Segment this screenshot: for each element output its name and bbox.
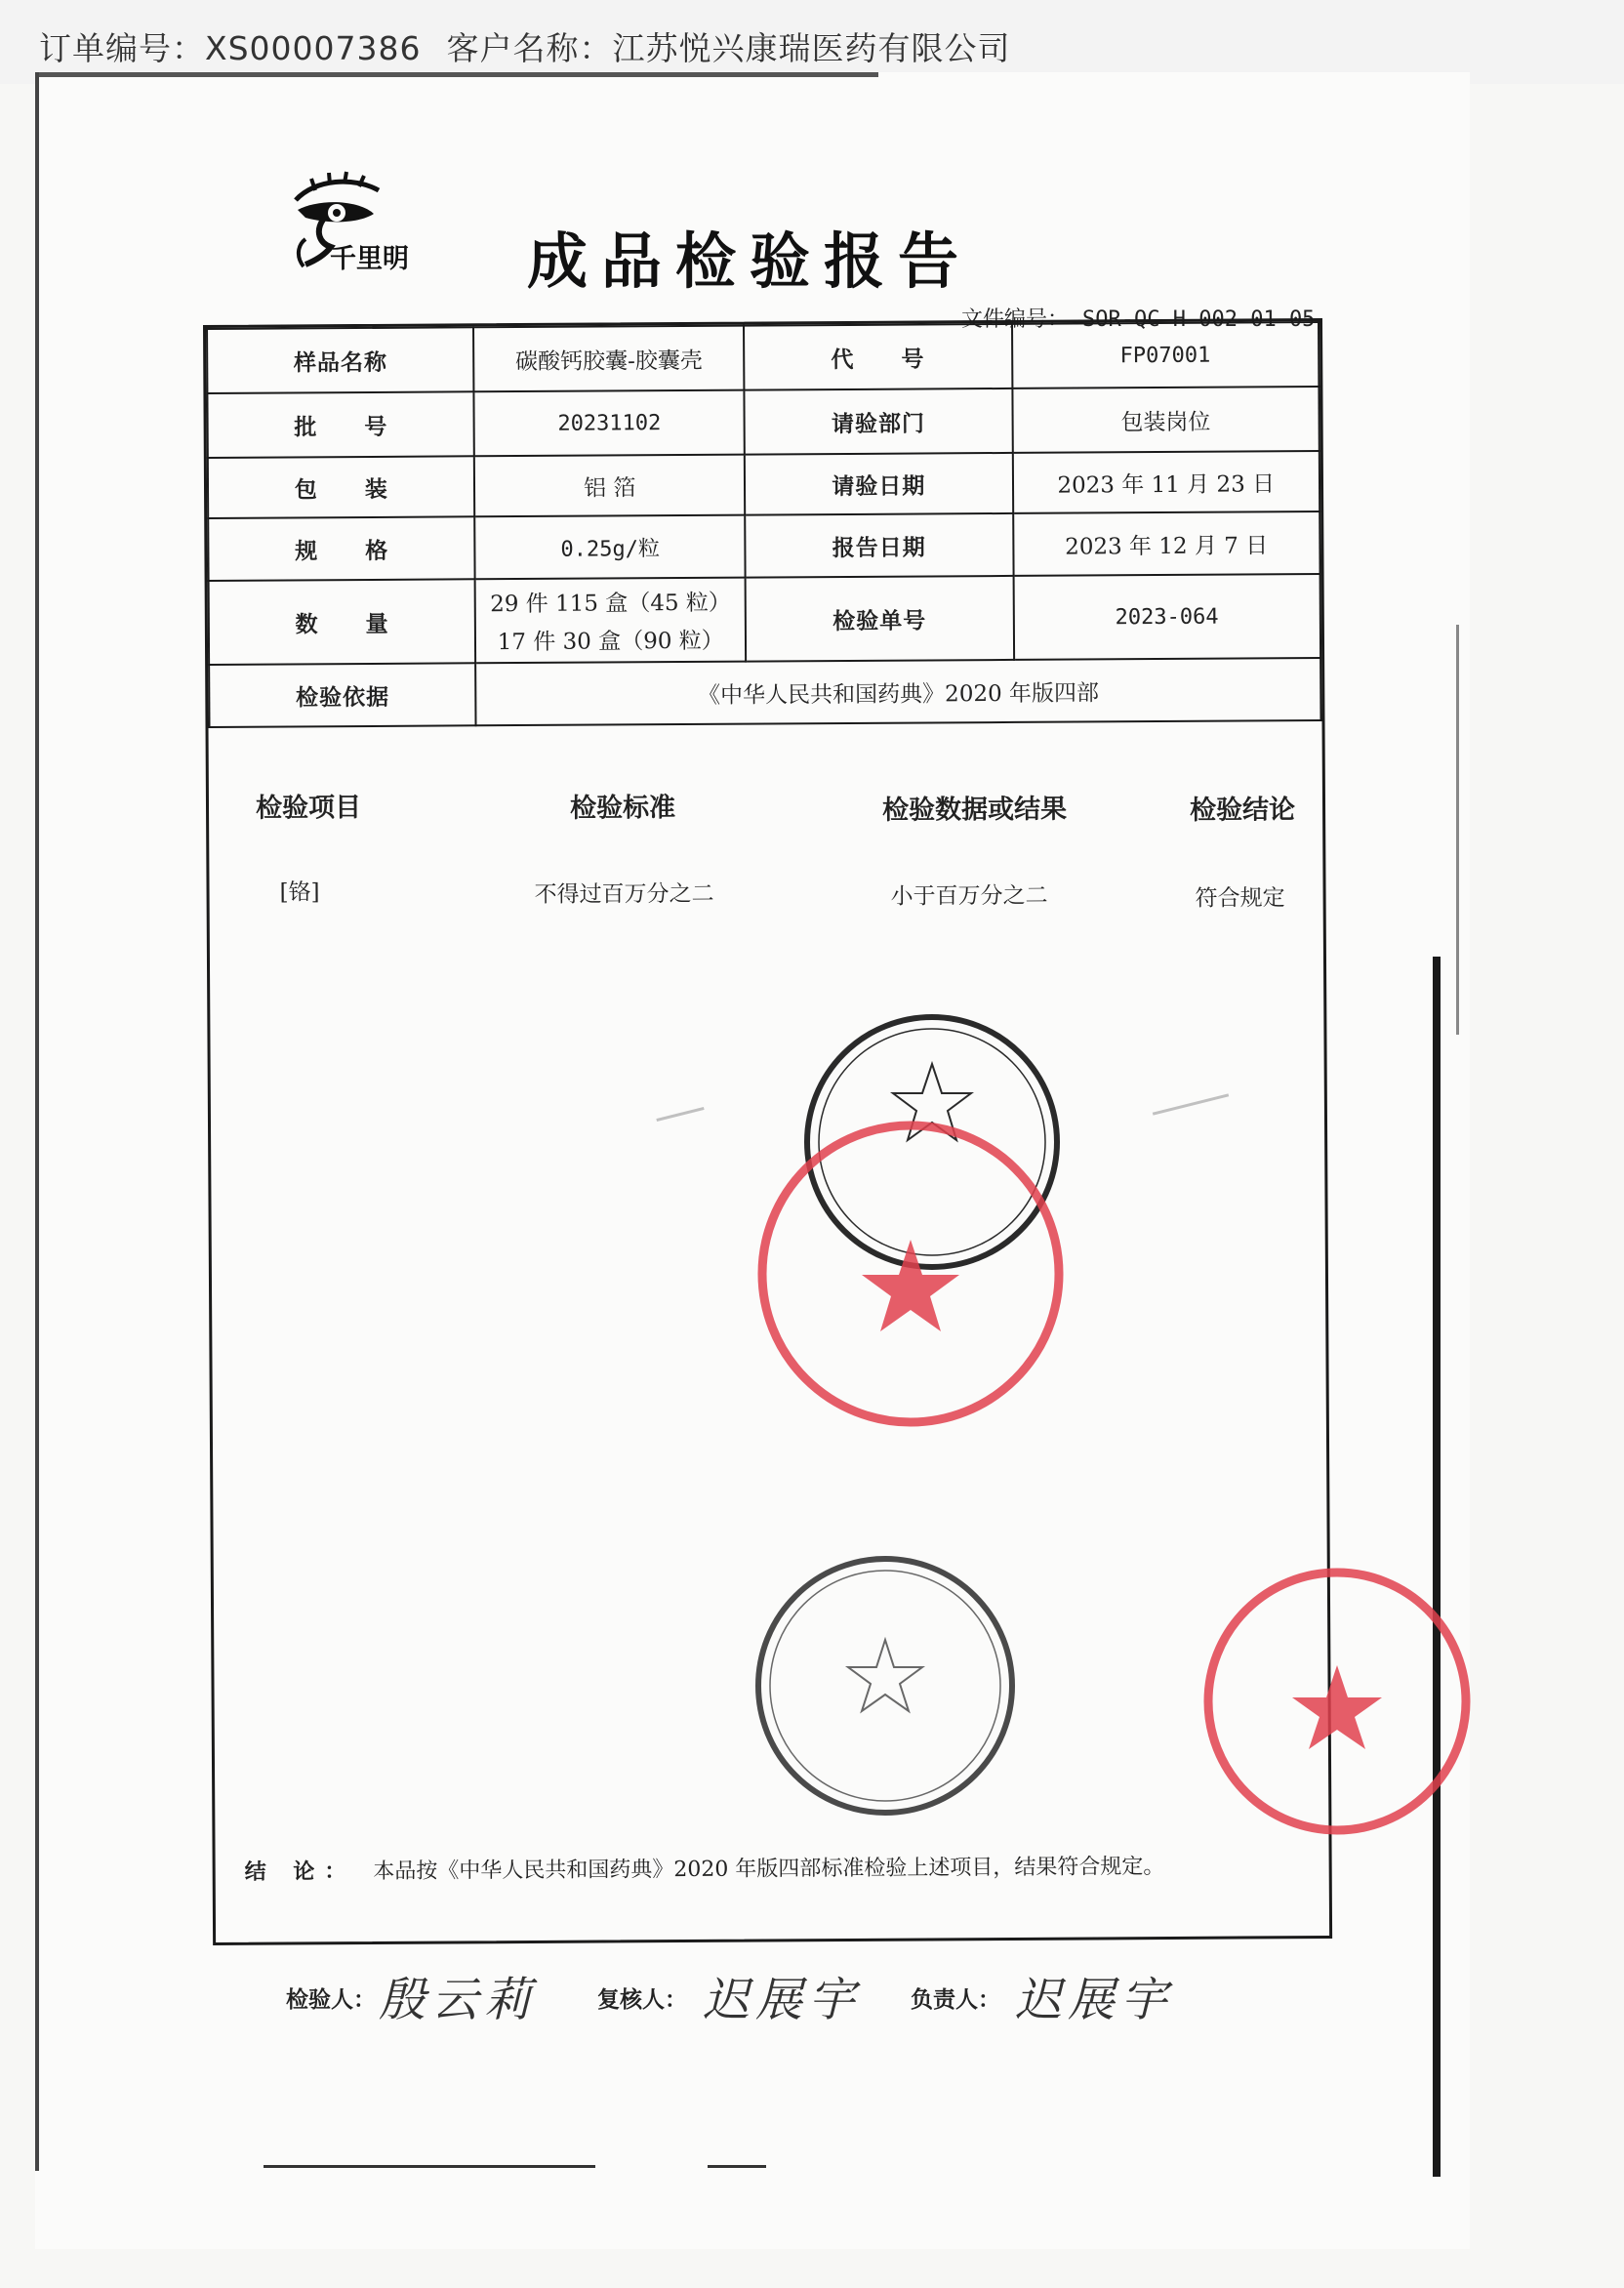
col-header-result: 检验数据或结果: [881, 794, 1068, 826]
col-header-item: 检验项目: [255, 793, 362, 824]
code-value: FP07001: [1012, 322, 1320, 388]
table-row: [208, 511, 1320, 581]
col-header-standard: 检验标准: [569, 793, 676, 824]
customer-name: 江苏悦兴康瑞医药有限公司: [612, 29, 1011, 67]
scan-edge-bottom: [264, 2165, 595, 2168]
sample-name-label: 样品名称: [207, 327, 474, 393]
conclusion-text: 本品按《中华人民共和国药典》2020 年版四部标准检验上述项目，结果符合规定。: [373, 1855, 1165, 1884]
batch-value: 20231102: [474, 390, 745, 457]
scan-edge-top: [39, 72, 878, 77]
inspection-no-label: 检验单号: [746, 576, 1014, 662]
quantity-label: 数 量: [209, 579, 476, 665]
spec-label: 规 格: [208, 516, 475, 581]
result-conclusion: 符合规定: [1195, 885, 1285, 912]
quantity-line-2: 17 件 30 盒（90 粒）: [497, 628, 724, 656]
table-row: [207, 387, 1319, 458]
red-quality-seal-icon: [750, 1113, 1072, 1435]
inspector-signature: 殷云莉: [379, 1973, 538, 2027]
table-row: [209, 574, 1321, 665]
responsible-label: 负责人：: [911, 1986, 1000, 2013]
spec-value: 0.25g/粒: [475, 515, 746, 580]
reviewer-label: 复核人：: [597, 1986, 687, 2013]
doc-no-label: 文件编号：: [961, 307, 1070, 332]
inspection-no-value: 2023-064: [1013, 574, 1320, 660]
report-date-value: 2023 年 12 月 7 日: [1013, 511, 1320, 576]
order-no: XS00007386: [205, 29, 422, 67]
order-no-label: 订单编号：: [39, 29, 205, 67]
request-dept-label: 请验部门: [744, 388, 1012, 455]
sample-name-value: 碳酸钙胶囊-胶囊壳: [474, 326, 745, 392]
conclusion-line: [245, 1850, 1165, 1886]
table-row: [208, 451, 1320, 518]
basis-value: 《中华人民共和国药典》2020 年版四部: [476, 658, 1321, 725]
customer-label: 客户名称：: [446, 29, 613, 67]
request-date-value: 2023 年 11 月 23 日: [1012, 451, 1320, 513]
quantity-value: [475, 578, 746, 664]
order-info-line: [39, 23, 1011, 69]
result-standard: 不得过百万分之二: [534, 880, 714, 908]
col-header-conclusion: 检验结论: [1189, 795, 1296, 826]
responsible-signature: 迟展宇: [1015, 1973, 1174, 2027]
table-row: [207, 322, 1319, 393]
result-value: 小于百万分之二: [890, 882, 1048, 910]
result-item: [铬]: [279, 879, 320, 906]
sample-info-table: [206, 321, 1321, 728]
scan-edge-bottom-short: [708, 2165, 766, 2168]
inspector-label: 检验人：: [286, 1986, 376, 2013]
table-row: [209, 658, 1320, 727]
black-inspection-seal-2-icon: [747, 1547, 1025, 1825]
basis-label: 检验依据: [209, 663, 476, 727]
package-label: 包 装: [208, 456, 475, 518]
page-title: 成品检验报告: [527, 225, 973, 297]
request-dept-value: 包装岗位: [1012, 387, 1320, 453]
request-date-label: 请验日期: [745, 453, 1013, 515]
batch-label: 批 号: [207, 391, 474, 458]
package-value: 铝 箔: [474, 455, 745, 517]
report-date-label: 报告日期: [745, 513, 1013, 578]
scan-edge-left: [35, 72, 39, 2171]
conclusion-label: 结 论：: [244, 1859, 356, 1885]
red-quality-seal-2-icon: [1196, 1560, 1479, 1843]
doc-no-value: SOR-QC-H-002-01-05: [1082, 307, 1316, 332]
code-label: 代 号: [744, 324, 1012, 390]
logo-text: 千里明: [330, 244, 409, 274]
scan-edge-right-faint: [1456, 625, 1459, 1035]
quantity-line-1: 29 件 115 盒（45 粒）: [490, 590, 731, 618]
reviewer-signature: 迟展宇: [703, 1973, 862, 2027]
